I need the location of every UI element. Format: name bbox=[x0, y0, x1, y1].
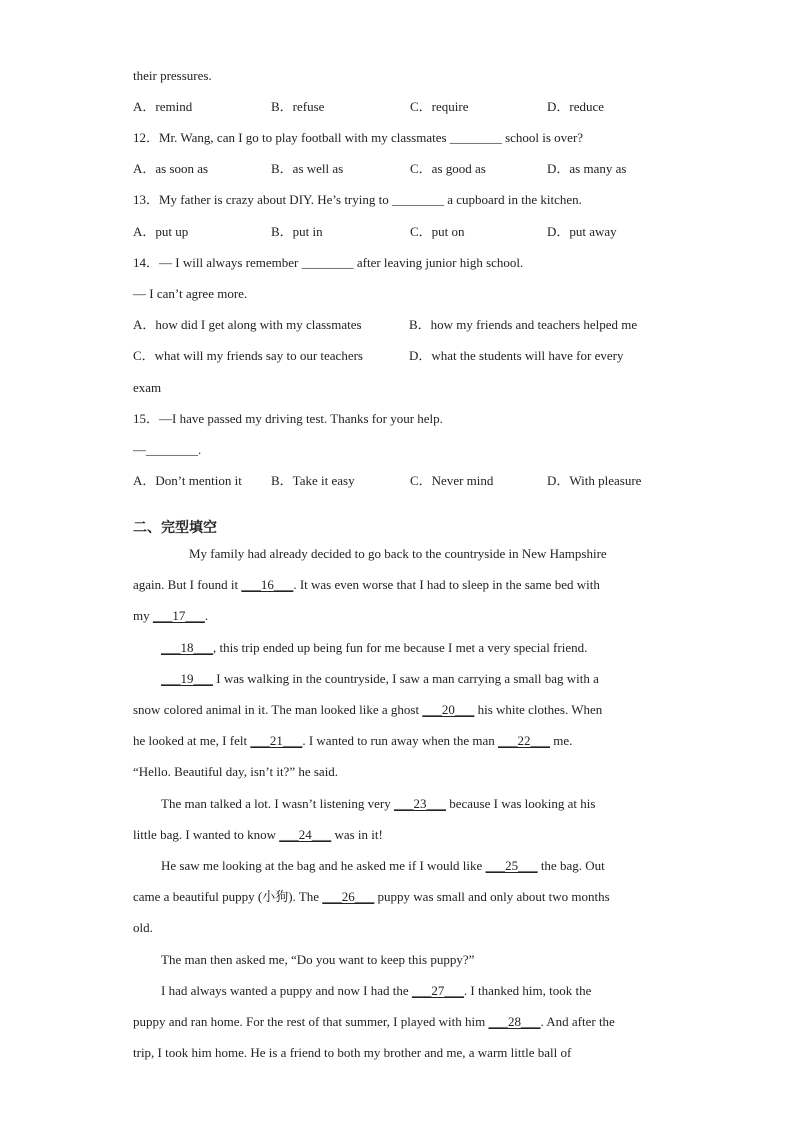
q14-text-pre: 14．— I will always remember bbox=[133, 255, 302, 270]
q13-text-pre: 13．My father is crazy about DIY. He’s trying to bbox=[133, 192, 392, 207]
passage-text: because I was looking at his bbox=[445, 796, 596, 811]
passage-text: I had always wanted a puppy and now I had the bbox=[161, 983, 412, 998]
passage-text: was in it! bbox=[331, 827, 383, 842]
passage-line bbox=[133, 827, 383, 843]
q11-option-d: D．reduce bbox=[547, 99, 605, 114]
q15-option-b: B．Take it easy bbox=[271, 473, 355, 488]
q15-option-a: A．Don’t mention it bbox=[133, 473, 242, 488]
passage-text: he looked at me, I felt bbox=[133, 733, 251, 748]
blank-20: ___20___ bbox=[422, 702, 475, 717]
blank-22: ___22___ bbox=[498, 733, 550, 748]
passage-text: his white clothes. When bbox=[474, 702, 603, 717]
q12-text-pre: 12．Mr. Wang, can I go to play football with my classmates bbox=[133, 130, 447, 145]
passage-line bbox=[133, 608, 208, 624]
q13-option-a: A．put up bbox=[133, 224, 189, 239]
passage-text: snow colored animal in it. The man looked like a ghost bbox=[133, 702, 423, 717]
passage-text: . I thanked him, took the bbox=[463, 983, 592, 998]
blank-16: ___16___ bbox=[241, 577, 294, 592]
blank-18: ___18___ bbox=[161, 640, 213, 655]
passage-text: little bag. I wanted to know bbox=[133, 827, 280, 842]
q14-text-post: after leaving junior high school. bbox=[353, 255, 524, 270]
passage-line: trip, I took him home. He is a friend to both my brother and me, a warm little ball of bbox=[133, 1045, 572, 1060]
blank-28: ___28___ bbox=[488, 1014, 541, 1029]
passage-line bbox=[133, 702, 602, 718]
q12-option-a: A．as soon as bbox=[133, 161, 209, 176]
passage-line bbox=[161, 983, 591, 999]
blank-24: ___24___ bbox=[279, 827, 332, 842]
question-13 bbox=[133, 192, 582, 208]
blank-27: ___27___ bbox=[411, 983, 464, 998]
passage-text: The man talked a lot. I wasn’t listening very bbox=[161, 796, 394, 811]
passage-line: old. bbox=[133, 920, 153, 935]
q14-reply: — I can’t agree more. bbox=[133, 286, 248, 301]
q15-option-c: C．Never mind bbox=[410, 473, 494, 488]
question-14 bbox=[133, 255, 523, 271]
q13-blank: ________ bbox=[391, 192, 444, 207]
q14-option-a: A．how did I get along with my classmates bbox=[133, 317, 362, 332]
passage-text: me. bbox=[550, 733, 573, 748]
passage-line bbox=[161, 671, 599, 687]
passage-text: puppy was small and only about two months bbox=[374, 889, 610, 904]
q11-option-b: B．refuse bbox=[271, 99, 325, 114]
q12-text-post: school is over? bbox=[501, 130, 584, 145]
q12-option-b: B．as well as bbox=[271, 161, 344, 176]
q15-reply bbox=[133, 442, 201, 458]
section-title-cloze: 二、完型填空 bbox=[133, 520, 217, 536]
passage-line bbox=[133, 889, 610, 905]
passage-text: puppy and ran home. For the rest of that summer, I played with him bbox=[133, 1014, 489, 1029]
q14-option-d-continued: exam bbox=[133, 380, 162, 395]
q14-option-b: B．how my friends and teachers helped me bbox=[409, 317, 638, 332]
passage-line: My family had already decided to go back to the countryside in New Hampshire bbox=[189, 546, 607, 561]
q15-reply-period: . bbox=[198, 442, 202, 457]
q14-blank: ________ bbox=[301, 255, 354, 270]
q13-option-c: C．put on bbox=[410, 224, 465, 239]
passage-text: , this trip ended up being fun for me because I met a very special friend. bbox=[213, 640, 588, 655]
passage-text: . bbox=[204, 608, 209, 623]
question-15: 15．—I have passed my driving test. Thanks for your help. bbox=[133, 411, 443, 426]
q13-option-d: D．put away bbox=[547, 224, 617, 239]
passage-text: . And after the bbox=[540, 1014, 615, 1029]
q15-option-d: D．With pleasure bbox=[547, 473, 642, 488]
passage-line bbox=[161, 796, 595, 812]
blank-25: ___25___ bbox=[485, 858, 538, 873]
passage-line bbox=[161, 858, 605, 874]
q12-blank: ________ bbox=[449, 130, 502, 145]
passage-text: came a beautiful puppy (小狗). The bbox=[133, 889, 323, 904]
q12-option-d: D．as many as bbox=[547, 161, 627, 176]
passage-text: my bbox=[133, 608, 153, 623]
q11-option-c: C．require bbox=[410, 99, 469, 114]
blank-23: ___23___ bbox=[393, 796, 446, 811]
passage-line: “Hello. Beautiful day, isn’t it?” he said. bbox=[133, 764, 339, 779]
question-11-tail: their pressures. bbox=[133, 68, 212, 83]
passage-line bbox=[133, 577, 600, 593]
q12-option-c: C．as good as bbox=[410, 161, 486, 176]
passage-line: The man then asked me, “Do you want to keep this puppy?” bbox=[161, 952, 475, 967]
q15-blank: ________ bbox=[146, 442, 198, 457]
q15-reply-dash: — bbox=[133, 442, 146, 457]
passage-text: again. But I found it bbox=[133, 577, 242, 592]
passage-text: . It was even worse that I had to sleep in the same bed with bbox=[293, 577, 600, 592]
blank-19: ___19___ bbox=[161, 671, 213, 686]
passage-text: the bag. Out bbox=[537, 858, 605, 873]
blank-26: ___26___ bbox=[322, 889, 375, 904]
passage-line bbox=[133, 733, 572, 749]
passage-text: He saw me looking at the bag and he asked me if I would like bbox=[161, 858, 486, 873]
passage-line bbox=[133, 1014, 615, 1030]
q13-text-post: a cupboard in the kitchen. bbox=[443, 192, 582, 207]
question-12 bbox=[133, 130, 583, 146]
passage-text: . I wanted to run away when the man bbox=[302, 733, 498, 748]
q14-option-c: C．what will my friends say to our teachers bbox=[133, 348, 363, 363]
q13-option-b: B．put in bbox=[271, 224, 323, 239]
blank-21: ___21___ bbox=[250, 733, 303, 748]
q11-option-a: A．remind bbox=[133, 99, 193, 114]
blank-17: ___17___ bbox=[152, 608, 205, 623]
passage-text: I was walking in the countryside, I saw a man carrying a small bag with a bbox=[213, 671, 599, 686]
q14-option-d: D．what the students will have for every bbox=[409, 348, 624, 363]
passage-line bbox=[161, 640, 587, 656]
